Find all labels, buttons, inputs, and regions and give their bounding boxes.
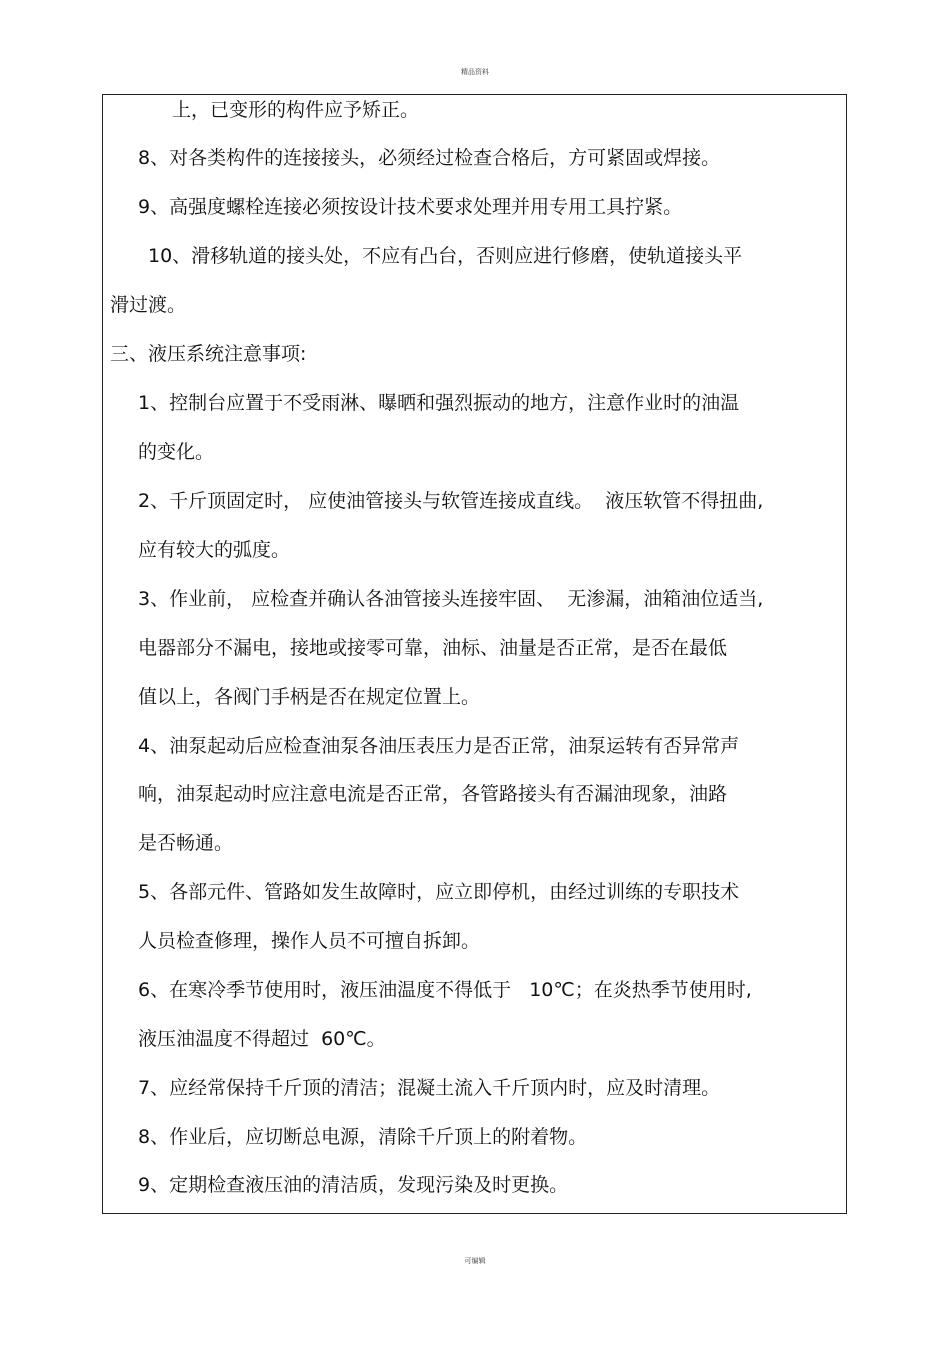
text-line: 4、油泵起动后应检查油泵各油压表压力是否正常，油泵运转有否异常声 [138,735,740,757]
text-line: 2、千斤顶固定时， 应使油管接头与软管连接成直线。 液压软管不得扭曲, [138,490,764,512]
text-line: 值以上，各阀门手柄是否在规定位置上。 [138,686,481,708]
text-line: 上，已变形的构件应予矫正。 [172,99,420,121]
text-line: 是否畅通。 [138,832,234,854]
text-line: 电器部分不漏电，接地或接零可靠，油标、油量是否正常，是否在最低 [138,637,728,659]
text-line: 6、在寒冷季节使用时，液压油温度不得低于 10℃；在炎热季节使用时, [138,979,752,1001]
text-line: 5、各部元件、管路如发生故障时，应立即停机，由经过训练的专职技术 [138,881,740,903]
section-heading: 三、液压系统注意事项: [110,343,307,365]
text-line: 应有较大的弧度。 [138,539,291,561]
text-line: 人员检查修理，操作人员不可擅自拆卸。 [138,930,481,952]
text-line: 响，油泵起动时应注意电流是否正常，各管路接头有否漏油现象，油路 [138,783,728,805]
text-line: 9、定期检查液压油的清洁质，发现污染及时更换。 [138,1174,569,1196]
text-line: 9、高强度螺栓连接必须按设计技术要求处理并用专用工具拧紧。 [138,196,683,218]
text-line: 8、对各类构件的连接接头，必须经过检查合格后，方可紧固或焊接。 [138,147,721,169]
text-line: 3、作业前， 应检查并确认各油管接头连接牢固、 无渗漏，油箱油位适当, [138,588,764,610]
text-line: 滑过渡。 [110,294,187,316]
text-line: 的变化。 [138,441,215,463]
text-line: 7、应经常保持千斤顶的清洁；混凝土流入千斤顶内时，应及时清理。 [138,1077,721,1099]
page-footer: 可编辑 [464,1257,486,1265]
text-line: 10、滑移轨道的接头处，不应有凸台，否则应进行修磨，使轨道接头平 [148,245,743,267]
page-header: 精品资料 [461,68,489,76]
text-line: 1、控制台应置于不受雨淋、曝晒和强烈振动的地方，注意作业时的油温 [138,392,740,414]
text-line: 8、作业后，应切断总电源，清除千斤顶上的附着物。 [138,1126,588,1148]
text-line: 液压油温度不得超过 60℃。 [138,1028,386,1050]
